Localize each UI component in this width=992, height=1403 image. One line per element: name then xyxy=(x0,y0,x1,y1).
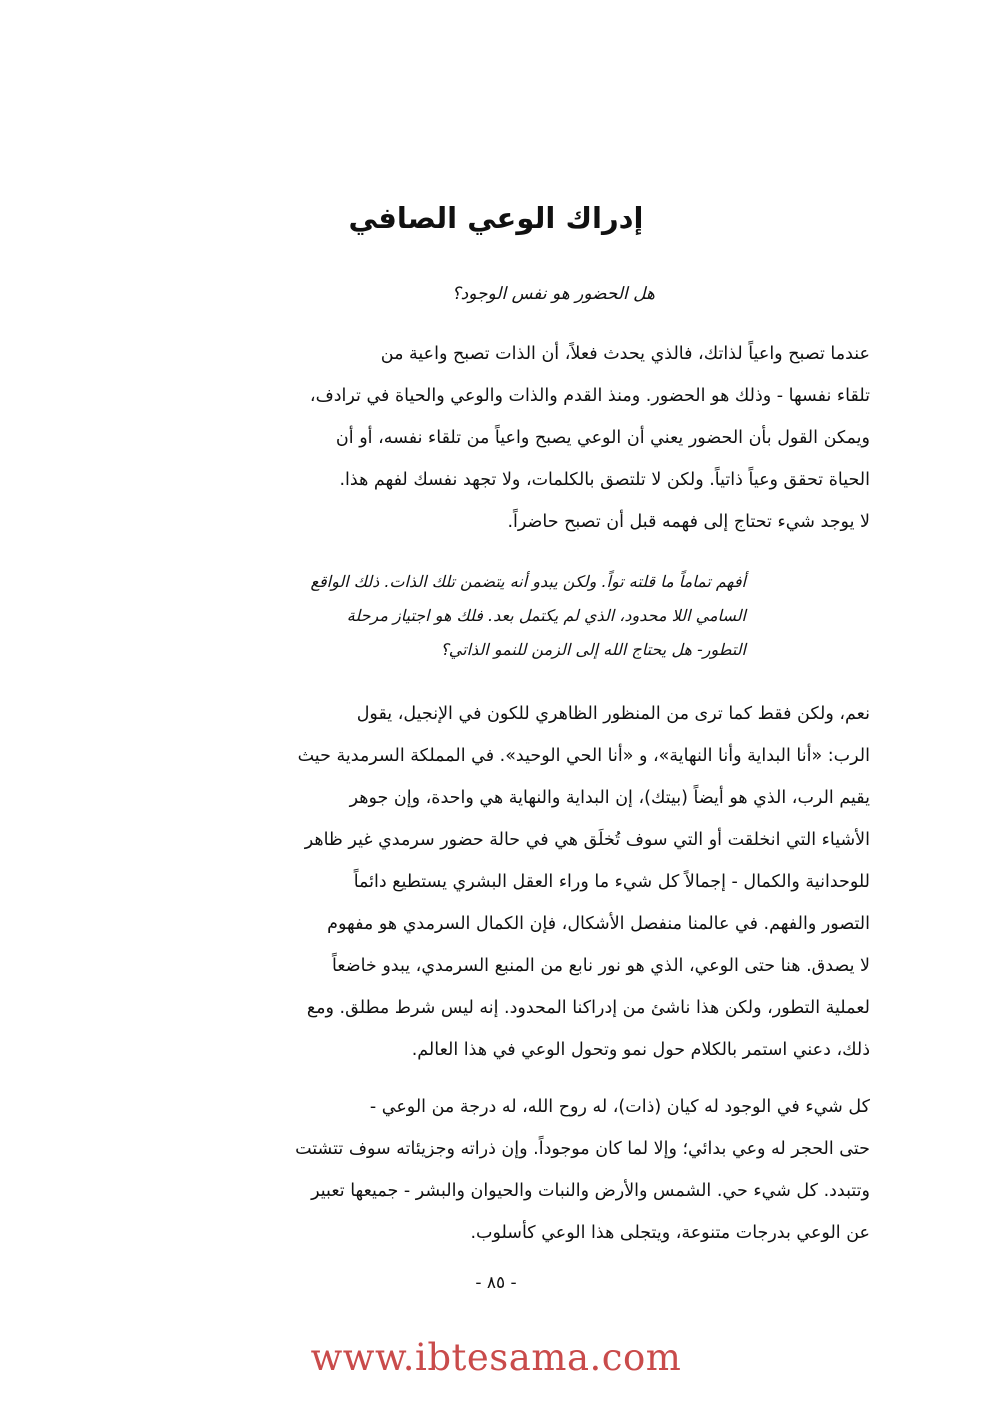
quote-line: السامي اللا محدود، الذي لم يكتمل بعد. فلك هو اجتياز مرحلة xyxy=(346,606,746,625)
section-question: هل الحضور هو نفس الوجود؟ xyxy=(451,284,655,304)
page-title: إدراك الوعي الصافي xyxy=(348,201,644,235)
paragraph-line: ويمكن القول بأن الحضور يعني أن الوعي يصبح واعياً من تلقاء نفسه، أو أن xyxy=(335,428,870,448)
page-number: - ٨٥ - xyxy=(475,1273,517,1293)
paragraph-line: حتى الحجر له وعي بدائي؛ وإلا لما كان موجوداً. وإن ذراته وجزيئاته سوف تتشتت xyxy=(295,1139,870,1159)
paragraph-line: التصور والفهم. في عالمنا منفصل الأشكال، فإن الكمال السرمدي هو مفهوم xyxy=(327,914,870,934)
quote-line: أفهم تماماً ما قلته تواً. ولكن يبدو أنه يتضمن تلك الذات. ذلك الواقع xyxy=(310,572,746,591)
paragraph-line: لعملية التطور، ولكن هذا ناشئ من إدراكنا المحدود. إنه ليس شرط مطلق. ومع xyxy=(306,998,870,1018)
paragraph-line: الأشياء التي انخلقت أو التي سوف تُخلَق هي في حالة حضور سرمدي غير ظاهر xyxy=(304,830,870,850)
paragraph-1 xyxy=(120,333,870,543)
watermark-url: www.ibtesama.com xyxy=(310,1336,682,1379)
paragraph-line: نعم، ولكن فقط كما ترى من المنظور الظاهري للكون في الإنجيل، يقول xyxy=(356,704,870,724)
paragraph-line: عن الوعي بدرجات متنوعة، ويتجلى هذا الوعي كأسلوب. xyxy=(470,1223,870,1243)
paragraph-line: ذلك، دعني استمر بالكلام حول نمو وتحول الوعي في هذا العالم. xyxy=(411,1040,870,1060)
quote-line: التطور- هل يحتاج الله إلى الزمن للنمو الذاتي؟ xyxy=(440,640,746,659)
paragraph-line: لا يصدق. هنا حتى الوعي، الذي هو نور نابع من المنبع السرمدي، يبدو خاضعاً xyxy=(331,956,870,976)
paragraph-line: الرب: «أنا البداية وأنا النهاية»، و «أنا الحي الوحيد». في المملكة السرمدية حيث xyxy=(297,746,870,766)
paragraph-line: كل شيء في الوجود له كيان (ذات)، له روح الله، له درجة من الوعي - xyxy=(369,1097,870,1117)
paragraph-2 xyxy=(120,693,870,1071)
paragraph-3 xyxy=(120,1086,870,1254)
paragraph-line: يقيم الرب، الذي هو أيضاً (بيتك)، إن البداية والنهاية هي واحدة، وإن جوهر xyxy=(349,788,870,808)
paragraph-line: عندما تصبح واعياً لذاتك، فالذي يحدث فعلاً، أن الذات تصبح واعية من xyxy=(380,344,870,364)
paragraph-line: وتتبدد. كل شيء حي. الشمس والأرض والنبات والحيوان والبشر - جميعها تعبير xyxy=(311,1181,870,1201)
paragraph-line: الحياة تحقق وعياً ذاتياً. ولكن لا تلتصق بالكلمات، ولا تجهد نفسك لفهم هذا. xyxy=(339,470,870,490)
paragraph-line: تلقاء نفسها - وذلك هو الحضور. ومنذ القدم والذات والوعي والحياة في ترادف، xyxy=(309,386,870,406)
paragraph-line: لا يوجد شيء تحتاج إلى فهمه قبل أن تصبح حاضراً. xyxy=(507,512,870,532)
paragraph-line: للوحدانية والكمال - إجمالاً كل شيء ما وراء العقل البشري يستطيع دائماً xyxy=(353,872,870,892)
quoted-question xyxy=(236,565,746,667)
